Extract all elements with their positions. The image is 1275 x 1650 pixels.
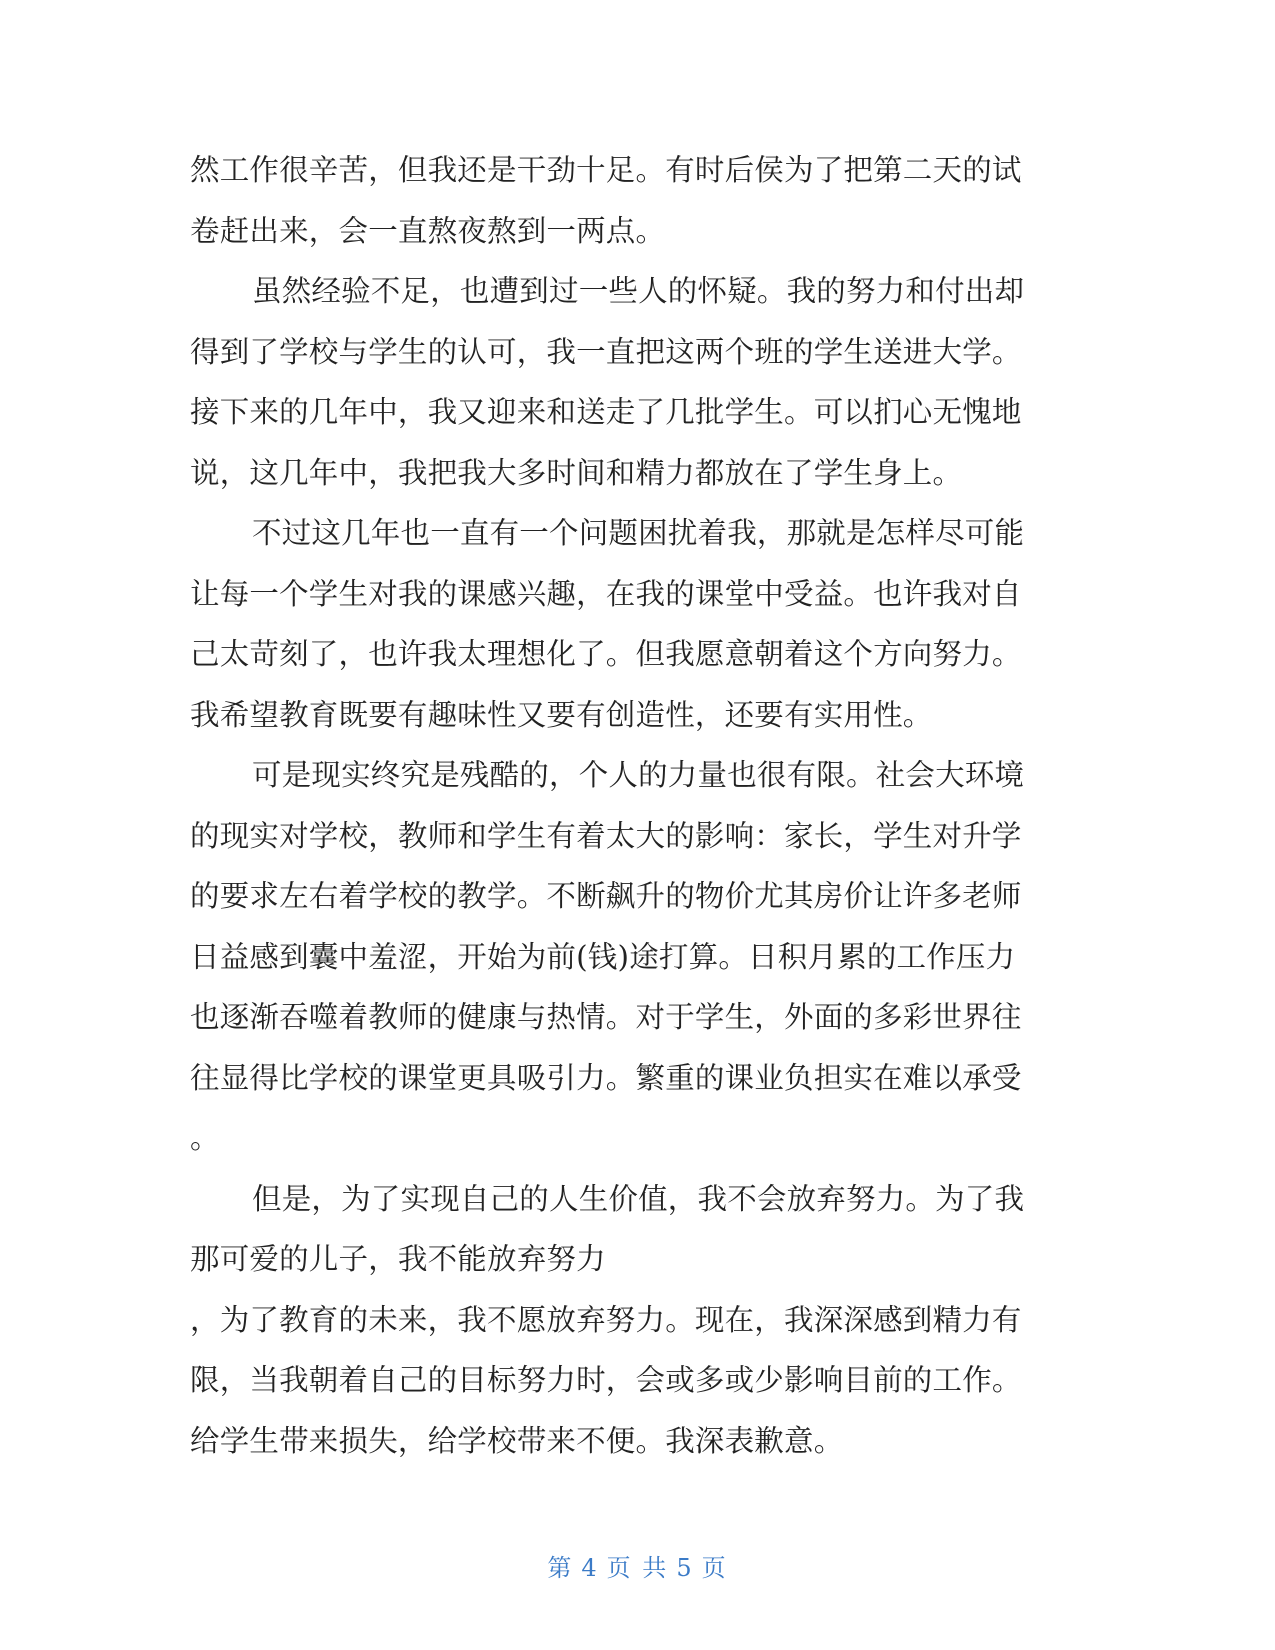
footer-middle: 页 共 <box>606 1554 669 1582</box>
text-line: 日益感到囊中羞涩，开始为前(钱)途打算。日积月累的工作压力 <box>190 939 1016 974</box>
text-line: 卷赶出来，会一直熬夜熬到一两点。 <box>190 213 666 248</box>
text-line: 可是现实终究是残酷的，个人的力量也很有限。社会大环境 <box>252 758 1025 792</box>
text-line: 我希望教育既要有趣味性又要有创造性，还要有实用性。 <box>190 697 933 732</box>
text-line: 让每一个学生对我的课感兴趣，在我的课堂中受益。也许我对自 <box>190 576 1022 611</box>
text-line: 然工作很辛苦，但我还是干劲十足。有时后侯为了把第二天的试 <box>190 153 1022 187</box>
text-line: 。 <box>190 1121 220 1155</box>
footer-total-pages: 5 <box>676 1554 694 1582</box>
text-line: 说，这几年中，我把我大多时间和精力都放在了学生身上。 <box>190 455 963 490</box>
text-line: 但是，为了实现自己的人生价值，我不会放弃努力。为了我 <box>252 1181 1025 1216</box>
text-line: 己太苛刻了，也许我太理想化了。但我愿意朝着这个方向努力。 <box>190 637 1022 671</box>
text-line: 的要求左右着学校的教学。不断飙升的物价尤其房价让许多老师 <box>190 879 1022 913</box>
text-line: 不过这几年也一直有一个问题困扰着我，那就是怎样尽可能 <box>252 516 1025 550</box>
text-line: 限，当我朝着自己的目标努力时，会或多或少影响目前的工作。 <box>190 1363 1022 1397</box>
footer-page-number: 4 <box>581 1554 599 1582</box>
text-line: ，为了教育的未来，我不愿放弃努力。现在，我深深感到精力有 <box>190 1302 1022 1337</box>
text-line: 接下来的几年中，我又迎来和送走了几批学生。可以扪心无愧地 <box>190 395 1022 429</box>
text-line: 给学生带来损失，给学校带来不便。我深表歉意。 <box>190 1423 844 1458</box>
body-text <box>190 140 1070 1471</box>
footer-prefix: 第 <box>547 1554 574 1582</box>
text-line: 往显得比学校的课堂更具吸引力。繁重的课业负担实在难以承受 <box>190 1060 1022 1095</box>
footer-suffix: 页 <box>701 1554 728 1582</box>
text-line: 也逐渐吞噬着教师的健康与热情。对于学生，外面的多彩世界往 <box>190 1000 1022 1034</box>
text-line: 得到了学校与学生的认可，我一直把这两个班的学生送进大学。 <box>190 334 1022 369</box>
text-line: 的现实对学校，教师和学生有着太大的影响：家长，学生对升学 <box>190 818 1022 853</box>
page-footer <box>0 1548 1275 1583</box>
text-line: 那可爱的儿子，我不能放弃努力 <box>190 1242 606 1276</box>
text-line: 虽然经验不足，也遭到过一些人的怀疑。我的努力和付出却 <box>252 274 1025 308</box>
